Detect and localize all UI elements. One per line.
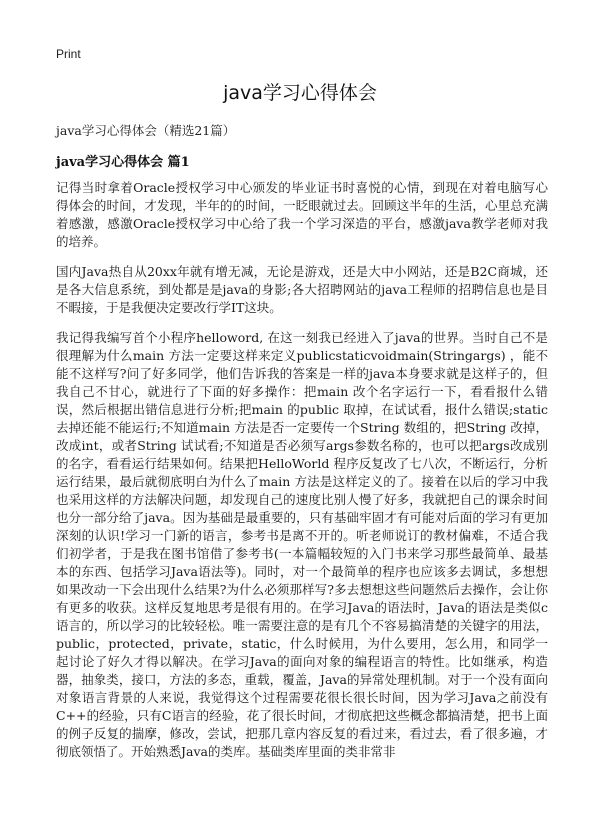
paragraph-3: 我记得我编写首个小程序helloword, 在这一刻我已经进入了java的世界。当时自己不是很理解为什么main 方法一定要这样来定义publicstaticvoidmain(Stringargs) ，能不能不这样写?问了好多同学，他们告诉我的答案是一样的java本身要求就是这样子的，但我自己不甘心，就进行了下面的好多操作：把main 改个名字运行一下，看看报什么错误，然后根据出错信息进行分析;把main 的public 取掉，在试试看，报什么错误;static 去掉还能不能运行;不知道main 方法是否一定要传一个String 数组的，把String 改掉，改成int，或者String 试试看;不知道是否必须写args参数名称的，也可以把args改成别的名字，看看运行结果如何。结果把HelloWorld 程序反复改了七八次，不断运行，分析运行结果，最后就彻底明白为什么了main 方法是这样定义的了。接着在以后的学习中我也采用这样的方法解决问题，却发现自己的速度比别人慢了好多，我就把自己的课余时间也分一部分给了java。因为基础是最重要的，只有基础牢固才有可能对后面的学习有更加深刻的认识!学习一门新的语言，参考书是离不开的。听老师说订的教材偏难，不适合我们初学者，于是我在图书馆借了参考书(一本篇幅较短的入门书来学习那些最简单、最基本的东西、包括学习Java语法等)。同时，对一个最简单的程序也应该多去调试，多想想如果改动一下会出现什么结果?为什么必须那样写?多去想想这些问题然后去操作，会让你有更多的收获。这样反复地思考是很有用的。在学习Java的语法时，Java的语法是类似c语言的，所以学习的比较轻松。唯一需要注意的是有几个不容易搞清楚的关键字的用法，public，protected，private，static，什么时候用，为什么要用，怎么用，和同学一起讨论了好久才得以解决。在学习Java的面向对象的编程语言的特性。比如继承，构造器，抽象类，接口，方法的多态，重载，覆盖，Java的异常处理机制。对于一个没有面向对象语言背景的人来说，我觉得这个过程需要花很长很长时间，因为学习Java之前没有C++的经验，只有C语言的经验，花了很长时间，才彻底把这些概念都搞清楚，把书上面的例子反复的揣摩，修改，尝试，把那几章内容反复的看过来，看过去，看了很多遍，才彻底领悟了。开始熟悉Java的类库。基础类库里面的类非常非 <box>56 330 548 759</box>
document-subtitle: java学习心得体会（精选21篇） <box>56 123 236 138</box>
paragraph-2: 国内Java热自从20xx年就有增无减，无论是游戏，还是大中小网站，还是B2C商城，还是各大信息系统，到处都是是java的身影;各大招聘网站的java工程师的招聘信息也是目不暇接，于是我便决定要改行学IT这块。 <box>56 264 548 315</box>
page-title: java学习心得体会 <box>223 82 377 104</box>
section-heading: java学习心得体会 篇1 <box>56 155 190 170</box>
paragraph-1: 记得当时拿着Oracle授权学习中心颁发的毕业证书时喜悦的心情，到现在对着电脑写心得体会的时间，才发现，半年的的时间，一眨眼就过去。回顾这半年的生活，心里总充满着感激，感激Oracle授权学习中心给了我一个学习深造的平台，感激java教学老师对我的培养。 <box>56 180 548 249</box>
article-body <box>56 179 548 773</box>
print-link[interactable]: Print <box>56 47 81 61</box>
